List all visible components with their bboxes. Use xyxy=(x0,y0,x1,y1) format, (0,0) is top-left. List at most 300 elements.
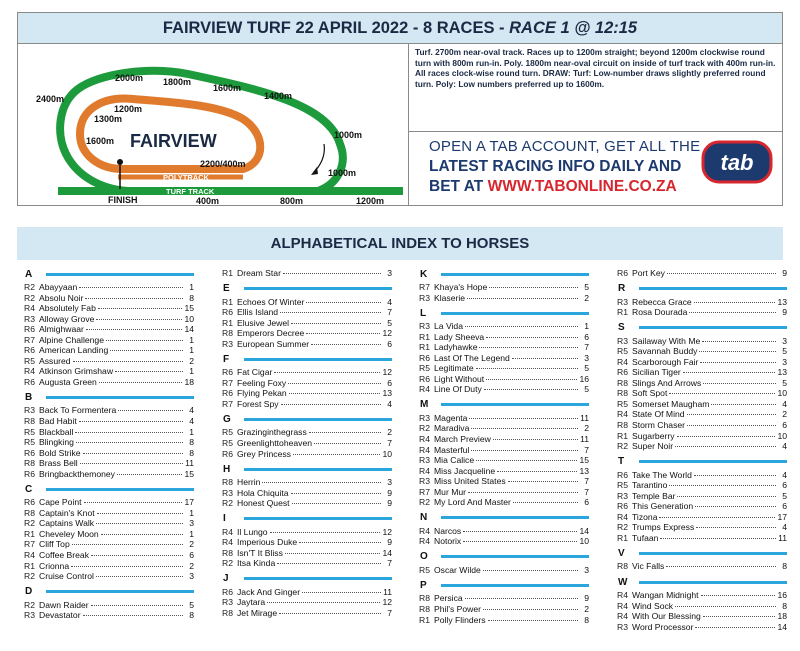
index-section-header xyxy=(419,307,589,319)
horse-name: Cheveley Moon xyxy=(39,528,99,539)
track-map xyxy=(18,44,408,206)
saddle-number: 8 xyxy=(189,292,194,303)
saddle-number: 1 xyxy=(189,426,194,437)
saddle-number: 10 xyxy=(382,448,392,459)
saddle-number: 15 xyxy=(184,468,194,479)
race-number: R1 xyxy=(617,430,628,441)
saddle-number: 3 xyxy=(782,356,787,367)
race-number: R7 xyxy=(24,539,35,550)
horse-entry xyxy=(24,610,194,621)
horse-name: Bold Strike xyxy=(39,447,81,458)
horse-entry xyxy=(222,328,392,339)
saddle-number: 1 xyxy=(584,321,589,332)
saddle-number: 17 xyxy=(777,511,787,522)
horse-entry xyxy=(419,384,589,395)
race-number: R4 xyxy=(419,434,430,445)
section-letter: S xyxy=(618,322,625,334)
dot-leader xyxy=(283,273,381,274)
race-number: R1 xyxy=(617,532,628,543)
race-number: R7 xyxy=(222,377,233,388)
saddle-number: 10 xyxy=(777,430,787,441)
race-number: R6 xyxy=(419,352,430,363)
horse-name: Rebecca Grace xyxy=(632,296,692,307)
section-rule xyxy=(441,584,589,587)
dot-leader xyxy=(508,481,578,482)
horse-name: Brass Bell xyxy=(39,458,78,469)
section-rule xyxy=(441,555,589,558)
horse-entry xyxy=(419,593,589,604)
horse-entry xyxy=(222,268,392,279)
dot-leader xyxy=(71,566,183,567)
section-rule xyxy=(639,287,787,290)
race-number: R4 xyxy=(24,550,35,561)
race-number: R6 xyxy=(222,388,233,399)
saddle-number: 13 xyxy=(382,388,392,399)
horse-entry xyxy=(24,497,194,508)
horse-entry xyxy=(419,536,589,547)
horse-name: Lady Sheeva xyxy=(434,331,485,342)
horse-name: Echoes Of Winter xyxy=(237,296,305,307)
saddle-number: 1 xyxy=(189,507,194,518)
horse-entry xyxy=(419,363,589,374)
race-number: R1 xyxy=(222,296,233,307)
saddle-number: 5 xyxy=(584,363,589,374)
saddle-number: 3 xyxy=(387,268,392,278)
dot-leader xyxy=(79,421,183,422)
promo-url-link[interactable]: WWW.TABONLINE.CO.ZA xyxy=(487,178,677,195)
index-section-header xyxy=(24,586,194,598)
index-column xyxy=(222,268,392,623)
dot-leader xyxy=(72,544,183,545)
race-number: R8 xyxy=(617,561,628,572)
horse-entry xyxy=(617,590,787,601)
dist-label: 1200m xyxy=(356,196,385,206)
saddle-number: 18 xyxy=(777,611,787,622)
saddle-number: 14 xyxy=(184,324,194,335)
race-number: R1 xyxy=(222,317,233,328)
race-number: R6 xyxy=(222,448,233,459)
race-number: R8 xyxy=(222,608,233,619)
dot-leader xyxy=(292,503,381,504)
race-number: R3 xyxy=(24,405,35,416)
section-gap xyxy=(617,632,787,636)
section-rule xyxy=(639,581,787,584)
race-number: R4 xyxy=(617,590,628,601)
horse-name: Vic Falls xyxy=(632,561,665,572)
race-number: R3 xyxy=(24,313,35,324)
race-number: R3 xyxy=(419,321,430,332)
saddle-number: 9 xyxy=(782,307,787,318)
race-number: R3 xyxy=(222,487,233,498)
dot-leader xyxy=(489,287,578,288)
index-column xyxy=(24,268,194,625)
horse-entry xyxy=(617,561,787,572)
saddle-number: 6 xyxy=(584,497,589,508)
dot-leader xyxy=(96,523,183,524)
dot-leader xyxy=(669,485,776,486)
race-number: R7 xyxy=(222,398,233,409)
horse-name: Somerset Maugham xyxy=(632,398,710,409)
dot-leader xyxy=(694,475,776,476)
horse-name: Legitimate xyxy=(434,363,474,374)
direction-arrow xyxy=(314,144,324,172)
race-number: R1 xyxy=(419,331,430,342)
index-column xyxy=(419,268,589,629)
horse-name: Slings And Arrows xyxy=(632,377,702,388)
dist-label: 1000m xyxy=(334,130,363,140)
horse-entry xyxy=(222,339,392,350)
race-number: R3 xyxy=(617,296,628,307)
dot-leader xyxy=(476,460,577,461)
section-rule xyxy=(244,418,392,421)
race-number: R4 xyxy=(617,356,628,367)
horse-name: Elusive Jewel xyxy=(237,317,290,328)
race-number: R4 xyxy=(24,303,35,314)
dot-leader xyxy=(306,333,380,334)
dot-leader xyxy=(299,542,381,543)
saddle-number: 5 xyxy=(189,599,194,610)
dot-leader xyxy=(110,350,183,351)
dot-leader xyxy=(703,383,776,384)
race-number: R1 xyxy=(419,614,430,625)
horse-name: Alloway Grove xyxy=(39,313,95,324)
index-section-header xyxy=(419,268,589,280)
dot-leader xyxy=(117,474,182,475)
horse-name: State Of Mind xyxy=(632,409,685,420)
dot-leader xyxy=(483,570,578,571)
horse-entry xyxy=(617,522,787,533)
dist-label: 1600m xyxy=(213,83,242,93)
saddle-number: 4 xyxy=(782,469,787,480)
race-number: R5 xyxy=(24,426,35,437)
dot-leader xyxy=(669,393,775,394)
race-number: R4 xyxy=(419,384,430,395)
saddle-number: 11 xyxy=(383,586,392,597)
horse-entry xyxy=(617,399,787,410)
saddle-number: 1 xyxy=(189,282,194,292)
dot-leader xyxy=(486,337,578,338)
race-number: R6 xyxy=(24,468,35,479)
horse-entry xyxy=(617,491,787,502)
horse-entry xyxy=(419,374,589,385)
saddle-number: 5 xyxy=(584,384,589,395)
promo-line-2: LATEST RACING INFO DAILY AND xyxy=(429,158,682,175)
horse-entry xyxy=(419,413,589,424)
saddle-number: 16 xyxy=(777,590,787,601)
dist-label: 400m xyxy=(196,196,220,206)
dist-label: 1200m xyxy=(114,104,143,114)
saddle-number: 3 xyxy=(584,564,589,575)
dot-leader xyxy=(96,319,182,320)
race-number: R2 xyxy=(222,498,233,509)
dist-label: 1400m xyxy=(264,91,293,101)
tab-promo xyxy=(408,132,782,206)
dot-leader xyxy=(465,326,578,327)
saddle-number: 14 xyxy=(579,525,589,536)
saddle-number: 2 xyxy=(584,292,589,303)
race-number: R6 xyxy=(222,586,233,597)
horse-name: Narcos xyxy=(434,525,462,536)
race-number: R2 xyxy=(617,441,628,452)
horse-name: Khaya's Hope xyxy=(434,282,488,292)
horse-entry xyxy=(222,527,392,538)
horse-entry xyxy=(24,571,194,582)
horse-entry xyxy=(222,537,392,548)
race-number: R5 xyxy=(617,480,628,491)
dot-leader xyxy=(666,566,776,567)
horse-name: Bad Habit xyxy=(39,416,77,427)
horse-entry xyxy=(222,498,392,509)
dot-leader xyxy=(695,627,775,628)
dot-leader xyxy=(98,308,183,309)
finish-label: FINISH xyxy=(108,195,138,205)
race-number: R4 xyxy=(24,366,35,377)
race-number: R8 xyxy=(24,416,35,427)
race-number: R3 xyxy=(222,597,233,608)
saddle-number: 1 xyxy=(189,334,194,345)
horse-name: Super Noir xyxy=(632,441,674,452)
horse-name: Devastator xyxy=(39,610,81,621)
section-rule xyxy=(244,287,392,290)
horse-entry xyxy=(419,487,589,498)
dot-leader xyxy=(84,502,183,503)
horse-name: Fat Cigar xyxy=(237,367,273,378)
horse-name: Dream Star xyxy=(237,268,281,278)
race-number: R5 xyxy=(617,346,628,357)
horse-entry xyxy=(617,501,787,512)
tab-logo xyxy=(699,136,775,188)
saddle-number: 11 xyxy=(185,458,194,469)
dist-label: 1800m xyxy=(163,77,192,87)
dot-leader xyxy=(512,358,578,359)
horse-name: Last Of The Legend xyxy=(434,352,510,363)
saddle-number: 13 xyxy=(777,367,787,378)
promo-line-1: OPEN A TAB ACCOUNT, GET ALL THE xyxy=(429,138,701,155)
race-number: R5 xyxy=(222,427,233,438)
dot-leader xyxy=(85,298,183,299)
horse-entry xyxy=(24,437,194,448)
race-number: R3 xyxy=(617,335,628,346)
horse-entry xyxy=(419,321,589,332)
horse-name: Trumps Express xyxy=(632,522,695,533)
horse-entry xyxy=(24,508,194,519)
race-number: R5 xyxy=(24,355,35,366)
horse-name: Port Key xyxy=(632,268,665,278)
race-number: R3 xyxy=(222,338,233,349)
index-section-header xyxy=(419,579,589,591)
index-section-header xyxy=(24,268,194,280)
saddle-number: 1 xyxy=(189,366,194,377)
poly-marker: 2200/400m xyxy=(200,159,246,169)
horse-entry xyxy=(419,282,589,293)
index-section-header xyxy=(222,513,392,525)
horse-name: Captains Walk xyxy=(39,518,95,529)
horse-name: Greenlighttoheaven xyxy=(237,438,313,449)
saddle-number: 5 xyxy=(387,317,392,328)
horse-entry xyxy=(24,539,194,550)
saddle-number: 15 xyxy=(579,455,589,466)
race-number: R2 xyxy=(24,292,35,303)
index-section-header xyxy=(222,573,392,585)
saddle-number: 18 xyxy=(184,376,194,387)
horse-entry xyxy=(419,476,589,487)
dist-label: 1000m xyxy=(328,168,357,178)
saddle-number: 16 xyxy=(579,373,589,384)
horse-name: Miss United States xyxy=(434,476,506,487)
saddle-number: 12 xyxy=(382,526,392,537)
horse-name: La Vida xyxy=(434,321,463,332)
saddle-number: 9 xyxy=(387,487,392,498)
race-number: R5 xyxy=(419,564,430,575)
horse-name: Cliff Top xyxy=(39,539,70,550)
dot-leader xyxy=(486,379,577,380)
race-number: R6 xyxy=(617,367,628,378)
horse-name: Alpine Challenge xyxy=(39,334,104,345)
race-number: R2 xyxy=(617,522,628,533)
horse-name: Cape Point xyxy=(39,497,82,508)
section-rule xyxy=(244,577,392,580)
horse-name: Masterful xyxy=(434,444,470,455)
horse-entry xyxy=(617,409,787,420)
saddle-number: 7 xyxy=(387,608,392,619)
saddle-number: 9 xyxy=(387,498,392,509)
horse-entry xyxy=(617,307,787,318)
dot-leader xyxy=(291,493,381,494)
horse-name: American Landing xyxy=(39,345,109,356)
horse-entry xyxy=(222,399,392,410)
section-gap xyxy=(419,625,589,629)
saddle-number: 8 xyxy=(189,447,194,458)
dot-leader xyxy=(118,410,183,411)
horse-entry xyxy=(24,345,194,356)
meeting-title-race: RACE 1 @ 12:15 xyxy=(509,19,638,37)
saddle-number: 2 xyxy=(584,604,589,615)
horse-name: Mia Calice xyxy=(434,455,475,466)
saddle-number: 15 xyxy=(184,303,194,314)
dot-leader xyxy=(101,534,183,535)
section-letter: T xyxy=(618,456,625,468)
race-number: R4 xyxy=(419,525,430,536)
race-number: R3 xyxy=(617,490,628,501)
race-number: R3 xyxy=(419,455,430,466)
horse-name: Persica xyxy=(434,593,463,604)
horse-entry xyxy=(24,366,194,377)
saddle-number: 6 xyxy=(584,331,589,342)
section-letter: P xyxy=(420,579,427,591)
horse-name: Klaserie xyxy=(434,292,466,303)
race-number: R4 xyxy=(617,409,628,420)
dot-leader xyxy=(97,513,183,514)
horse-entry xyxy=(617,470,787,481)
saddle-number: 13 xyxy=(777,296,787,307)
section-rule xyxy=(244,358,392,361)
race-number: R6 xyxy=(24,376,35,387)
dot-leader xyxy=(677,496,776,497)
dot-leader xyxy=(711,404,776,405)
race-number: R1 xyxy=(222,268,233,278)
section-rule xyxy=(639,460,787,463)
saddle-number: 6 xyxy=(387,338,392,349)
horse-entry xyxy=(617,378,787,389)
horse-entry xyxy=(419,526,589,537)
horse-name: Il Lungo xyxy=(237,526,268,537)
saddle-number: 6 xyxy=(189,550,194,561)
dot-leader xyxy=(700,362,776,363)
saddle-number: 7 xyxy=(584,444,589,455)
dot-leader xyxy=(667,273,776,274)
horse-entry xyxy=(419,615,589,626)
horse-entry xyxy=(617,431,787,442)
dot-leader xyxy=(306,302,381,303)
saddle-number: 11 xyxy=(778,532,787,543)
saddle-number: 2 xyxy=(584,423,589,434)
race-number: R3 xyxy=(617,621,628,632)
dot-leader xyxy=(274,372,380,373)
section-gap xyxy=(222,619,392,623)
section-rule xyxy=(46,488,194,491)
saddle-number: 14 xyxy=(382,547,392,558)
dist-label: 2000m xyxy=(115,73,144,83)
dot-leader xyxy=(75,432,183,433)
saddle-number: 1 xyxy=(189,528,194,539)
saddle-number: 6 xyxy=(387,377,392,388)
dot-leader xyxy=(463,531,577,532)
dist-label: 800m xyxy=(280,196,304,206)
section-letter: J xyxy=(223,573,229,585)
index-section-header xyxy=(222,413,392,425)
saddle-number: 14 xyxy=(777,621,787,632)
index-section-header xyxy=(419,512,589,524)
race-number: R6 xyxy=(222,367,233,378)
horse-name: Miss Jacqueline xyxy=(434,465,496,476)
dot-leader xyxy=(79,287,183,288)
horse-name: Oscar Wilde xyxy=(434,564,481,575)
dot-leader xyxy=(694,302,776,303)
horse-name: Savannah Buddy xyxy=(632,346,698,357)
horse-entry xyxy=(419,497,589,508)
index-section-header xyxy=(419,551,589,563)
race-number: R6 xyxy=(617,501,628,512)
horse-name: Mur Mur xyxy=(434,486,466,497)
saddle-number: 6 xyxy=(782,480,787,491)
saddle-number: 12 xyxy=(382,367,392,378)
dot-leader xyxy=(497,471,577,472)
saddle-number: 6 xyxy=(782,501,787,512)
section-rule xyxy=(46,273,194,276)
horse-entry xyxy=(617,268,787,279)
dot-leader xyxy=(288,383,381,384)
saddle-number: 12 xyxy=(382,328,392,339)
saddle-number: 7 xyxy=(584,476,589,487)
race-number: R8 xyxy=(24,458,35,469)
section-letter: W xyxy=(618,576,628,588)
race-number: R8 xyxy=(617,377,628,388)
horse-entry xyxy=(24,335,194,346)
horse-name: Isn'T It Bliss xyxy=(237,547,283,558)
horse-name: Back To Formentera xyxy=(39,405,117,416)
section-letter: A xyxy=(25,268,33,280)
race-number: R2 xyxy=(24,571,35,582)
horse-name: Imperious Duke xyxy=(237,537,298,548)
saddle-number: 8 xyxy=(189,437,194,448)
saddle-number: 7 xyxy=(387,307,392,318)
section-letter: E xyxy=(223,283,230,295)
horse-name: Wind Sock xyxy=(632,600,674,611)
saddle-number: 8 xyxy=(782,600,787,611)
section-rule xyxy=(441,516,589,519)
dot-leader xyxy=(311,344,381,345)
horse-name: Dawn Raider xyxy=(39,599,89,610)
